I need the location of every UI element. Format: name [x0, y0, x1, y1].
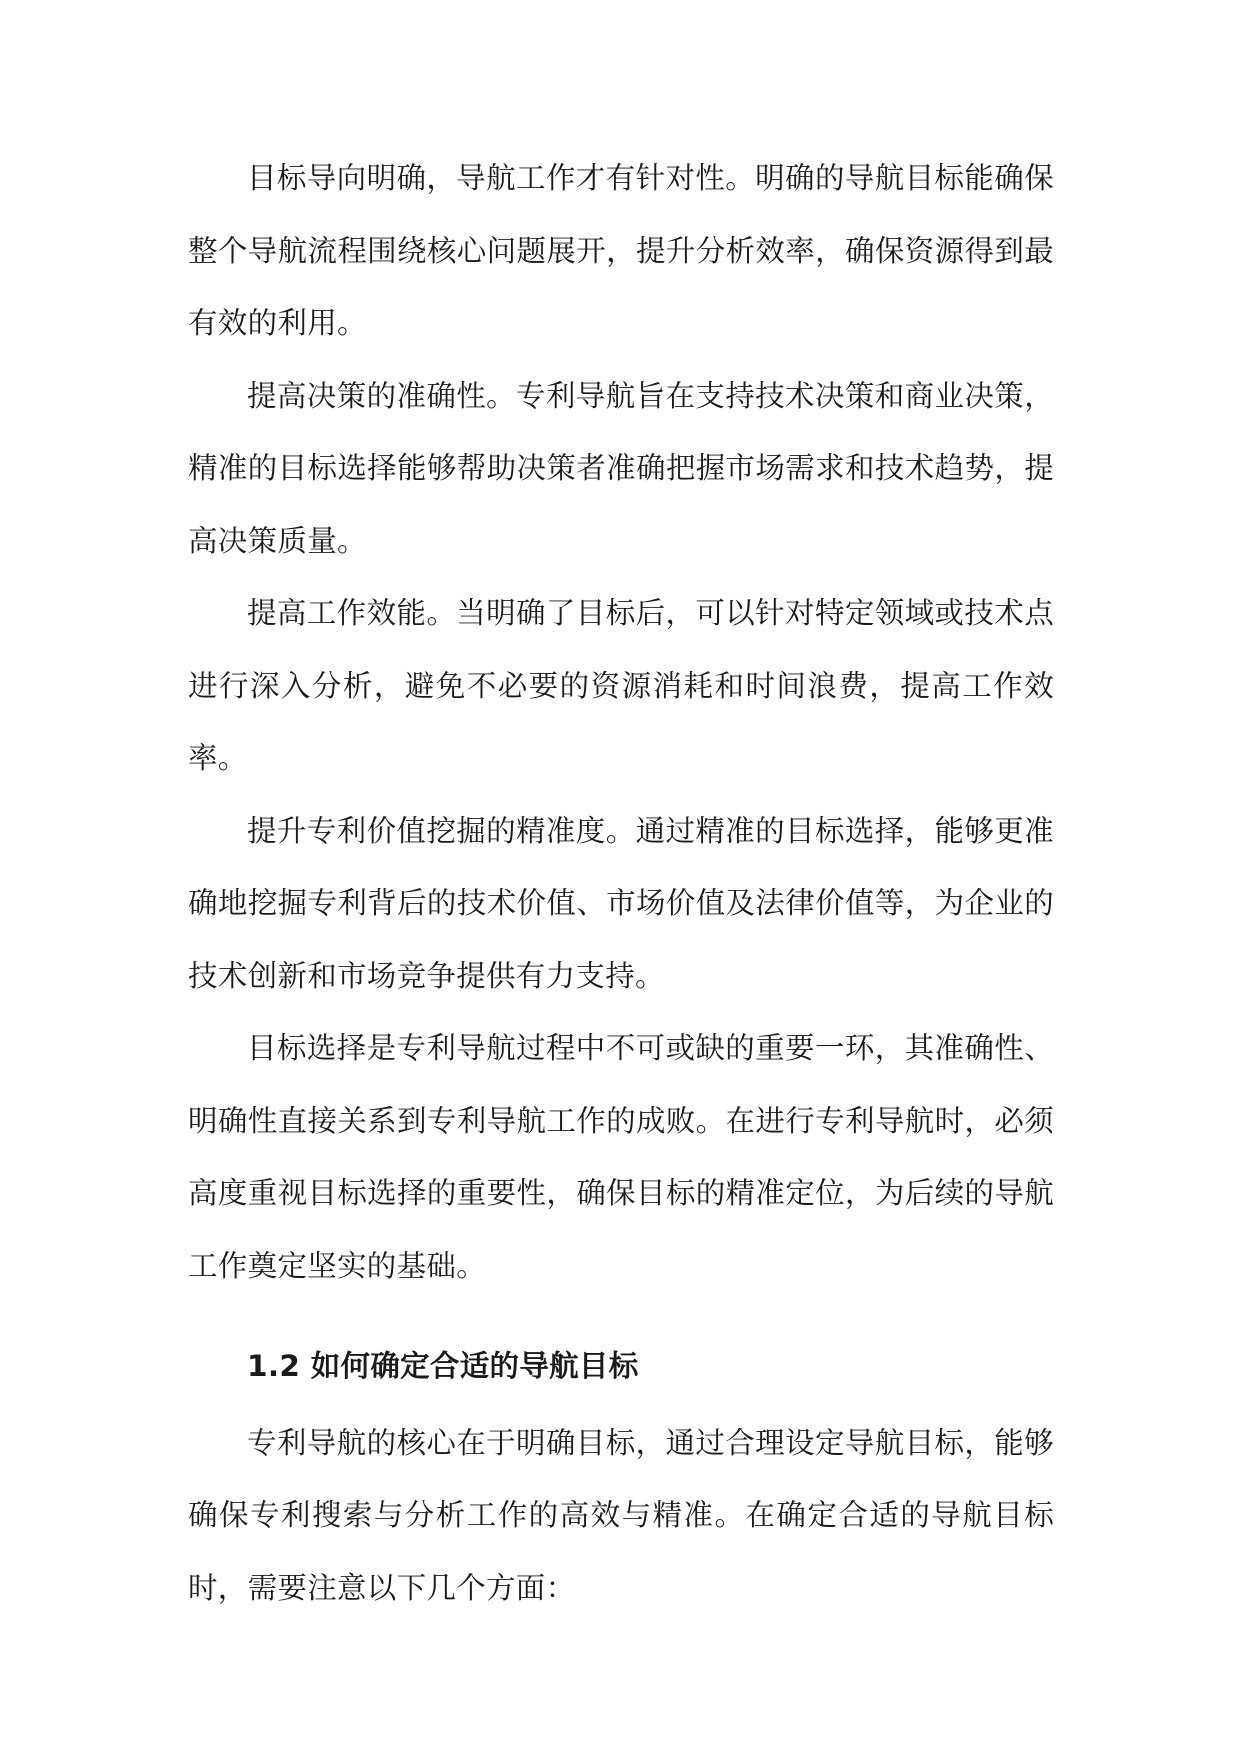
paragraph-decision-accuracy: 提高决策的准确性。专利导航旨在支持技术决策和商业决策，精准的目标选择能够帮助决策者准确把握市场需求和技术趋势，提高决策质量。: [188, 378, 1054, 558]
paragraph-target-selection-summary: 目标选择是专利导航过程中不可或缺的重要一环，其准确性、明确性直接关系到专利导航工作的成败。在进行专利导航时，必须高度重视目标选择的重要性，确保目标的精准定位，为后续的导航工作奠定坚实的基础。: [188, 1031, 1054, 1283]
page-content: [188, 142, 1054, 1624]
paragraph-work-efficiency: 提高工作效能。当明确了目标后，可以针对特定领域或技术点进行深入分析，避免不必要的资源消耗和时间浪费，提高工作效率。: [188, 596, 1054, 775]
section-heading: 1.2 如何确定合适的导航目标: [247, 1349, 639, 1383]
paragraph-navigation-core: 专利导航的核心在于明确目标，通过合理设定导航目标，能够确保专利搜索与分析工作的高效与精准。在确定合适的导航目标时，需要注意以下几个方面：: [188, 1425, 1054, 1605]
paragraph-goal-orientation: 目标导向明确，导航工作才有针对性。明确的导航目标能确保整个导航流程围绕核心问题展开，提升分析效率，确保资源得到最有效的利用。: [188, 161, 1054, 340]
paragraph-patent-value-precision: 提升专利价值挖掘的精准度。通过精准的目标选择，能够更准确地挖掘专利背后的技术价值、市场价值及法律价值等，为企业的技术创新和市场竞争提供有力支持。: [188, 813, 1054, 993]
spacer: [188, 1302, 1054, 1330]
